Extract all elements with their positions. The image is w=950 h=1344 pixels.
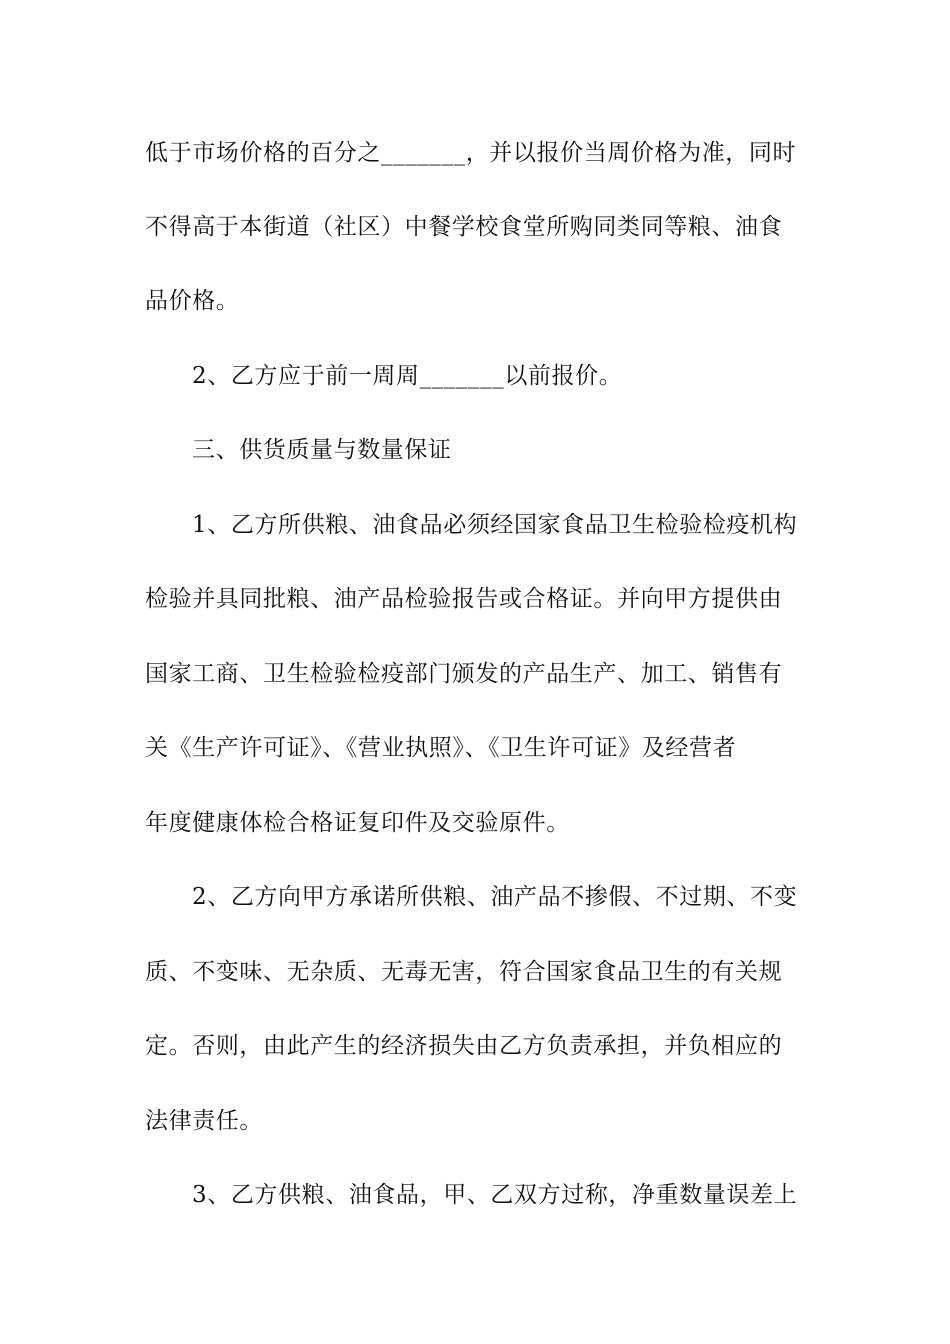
text-line-14: 法律责任。 <box>145 1108 263 1134</box>
text-line-9: 关《生产许可证》、《营业执照》、《卫生许可证》及经营者 <box>145 735 737 761</box>
text-line-1: 低于市场价格的百分之_______，并以报价当周价格为准，同时 <box>145 140 797 166</box>
text-line-4: 2、乙方应于前一周周_______以前报价。 <box>192 363 623 389</box>
text-line-11: 2、乙方向甲方承诺所供粮、油产品不掺假、不过期、不变 <box>192 884 798 910</box>
text-line-12: 质、不变味、无杂质、无毒无害，符合国家食品卫生的有关规 <box>145 959 783 985</box>
text-line-3: 品价格。 <box>145 288 240 314</box>
text-line-7: 检验并具同批粮、油产品检验报告或合格证。并向甲方提供由 <box>145 586 783 612</box>
text-line-2: 不得高于本街道（社区）中餐学校食堂所购同类同等粮、油食 <box>145 214 783 240</box>
section-heading: 三、供货质量与数量保证 <box>192 437 452 463</box>
text-line-15: 3、乙方供粮、油食品，甲、乙双方过称，净重数量误差上 <box>192 1182 798 1208</box>
text-line-13: 定。否则，由此产生的经济损失由乙方负责承担，并负相应的 <box>145 1033 783 1059</box>
text-line-6: 1、乙方所供粮、油食品必须经国家食品卫生检验检疫机构 <box>192 512 798 538</box>
text-line-10: 年度健康体检合格证复印件及交验原件。 <box>145 810 570 836</box>
text-line-8: 国家工商、卫生检验检疫部门颁发的产品生产、加工、销售有 <box>145 661 783 687</box>
